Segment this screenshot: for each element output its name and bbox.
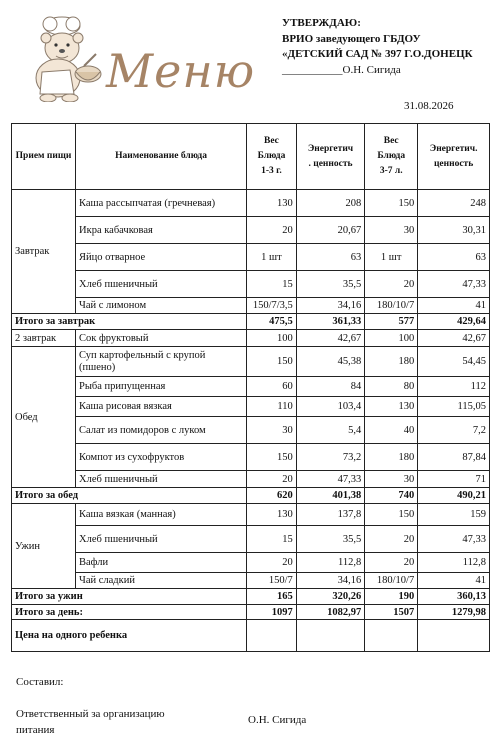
weight-3-7: 180 [365,444,418,471]
table-row [12,298,490,314]
total-weight-1-3: 1097 [247,605,297,620]
col-energy-1-3: Энергетич . ценность [296,124,364,190]
compiled-label: Составил: [16,676,64,688]
dish-name: Суп картофельный с крупой (пшено) [76,347,247,377]
meal-name: Обед [12,347,76,488]
col-weight-3-7: Вес Блюда 3-7 л. [365,124,418,190]
price-cell [365,620,418,652]
weight-1-3: 1 шт [247,244,297,271]
weight-1-3: 130 [247,504,297,526]
energy-1-3: 35,5 [296,526,364,553]
weight-1-3: 150 [247,347,297,377]
energy-1-3: 84 [296,377,364,397]
weight-1-3: 130 [247,190,297,217]
weight-3-7: 20 [365,526,418,553]
total-weight-3-7: 577 [365,314,418,330]
menu-date: 31.08.2026 [404,100,454,112]
dish-name: Сок фруктовый [76,330,247,347]
energy-1-3: 103,4 [296,397,364,417]
approval-line: ВРИО заведующего ГБДОУ [282,32,421,45]
energy-3-7: 71 [418,471,490,488]
weight-1-3: 150/7 [247,573,297,589]
approval-block [282,16,473,78]
dish-name: Хлеб пшеничный [76,471,247,488]
dish-name: Каша рисовая вязкая [76,397,247,417]
meal-name: Завтрак [12,190,76,314]
total-energy-1-3: 361,33 [296,314,364,330]
weight-1-3: 20 [247,217,297,244]
table-row [12,244,490,271]
price-cell [247,620,297,652]
weight-1-3: 30 [247,417,297,444]
weight-1-3: 150 [247,444,297,471]
weight-1-3: 20 [247,471,297,488]
price-label: Цена на одного ребенка [12,620,247,652]
total-weight-1-3: 165 [247,589,297,605]
table-row [12,271,490,298]
total-weight-3-7: 1507 [365,605,418,620]
energy-3-7: 87,84 [418,444,490,471]
total-row-lunch [12,488,490,504]
energy-3-7: 112 [418,377,490,397]
energy-1-3: 47,33 [296,471,364,488]
total-energy-3-7: 490,21 [418,488,490,504]
dish-name: Чай с лимоном [76,298,247,314]
dish-name: Яйцо отварное [76,244,247,271]
energy-1-3: 5,4 [296,417,364,444]
total-weight-1-3: 620 [247,488,297,504]
responsible-label: Ответственный за организацию [16,708,165,720]
weight-3-7: 20 [365,553,418,573]
table-row [12,377,490,397]
dish-name: Икра кабачковая [76,217,247,244]
table-row [12,397,490,417]
menu-logo [18,14,268,102]
total-row-dinner [12,589,490,605]
weight-3-7: 150 [365,190,418,217]
dish-name: Каша вязкая (манная) [76,504,247,526]
dish-name: Хлеб пшеничный [76,271,247,298]
meal-name: Ужин [12,504,76,589]
energy-1-3: 35,5 [296,271,364,298]
price-row [12,620,490,652]
weight-1-3: 60 [247,377,297,397]
total-label: Итого за завтрак [12,314,247,330]
energy-3-7: 41 [418,298,490,314]
energy-3-7: 63 [418,244,490,271]
table-row [12,471,490,488]
total-energy-1-3: 320,26 [296,589,364,605]
weight-1-3: 100 [247,330,297,347]
weight-1-3: 15 [247,271,297,298]
weight-3-7: 150 [365,504,418,526]
header-row [12,124,490,190]
table-row [12,504,490,526]
total-label: Итого за обед [12,488,247,504]
col-meal: Прием пищи [12,124,76,190]
energy-3-7: 54,45 [418,347,490,377]
energy-1-3: 20,67 [296,217,364,244]
total-weight-1-3: 475,5 [247,314,297,330]
energy-1-3: 63 [296,244,364,271]
menu-table [11,123,490,652]
energy-3-7: 47,33 [418,271,490,298]
energy-1-3: 34,16 [296,573,364,589]
total-energy-1-3: 401,38 [296,488,364,504]
menu-title: Меню [106,44,256,98]
total-row-breakfast [12,314,490,330]
energy-3-7: 41 [418,573,490,589]
energy-1-3: 34,16 [296,298,364,314]
energy-3-7: 42,67 [418,330,490,347]
total-label: Итого за ужин [12,589,247,605]
energy-1-3: 208 [296,190,364,217]
weight-1-3: 110 [247,397,297,417]
weight-3-7: 180/10/7 [365,573,418,589]
dish-name: Каша рассыпчатая (гречневая) [76,190,247,217]
weight-3-7: 80 [365,377,418,397]
price-cell [418,620,490,652]
table-row [12,417,490,444]
col-energy-3-7: Энергетич. ценность [418,124,490,190]
weight-1-3: 150/7/3,5 [247,298,297,314]
energy-1-3: 42,67 [296,330,364,347]
col-dish: Наименование блюда [76,124,247,190]
weight-3-7: 1 шт [365,244,418,271]
dish-name: Компот из сухофруктов [76,444,247,471]
weight-3-7: 20 [365,271,418,298]
dish-name: Вафли [76,553,247,573]
dish-name: Салат из помидоров с луком [76,417,247,444]
table-row [12,526,490,553]
energy-1-3: 73,2 [296,444,364,471]
weight-3-7: 30 [365,217,418,244]
price-cell [296,620,364,652]
approval-line: «ДЕТСКИЙ САД № 397 Г.О.ДОНЕЦК [282,48,473,60]
approval-line: УТВЕРЖДАЮ: [282,17,361,29]
responsible-label-2: питания [16,724,55,736]
weight-3-7: 130 [365,397,418,417]
table-row [12,553,490,573]
total-weight-3-7: 740 [365,488,418,504]
total-energy-3-7: 1279,98 [418,605,490,620]
responsible-signature: О.Н. Сигида [248,714,307,726]
energy-3-7: 112,8 [418,553,490,573]
total-weight-3-7: 190 [365,589,418,605]
dish-name: Чай сладкий [76,573,247,589]
total-row-day [12,605,490,620]
dish-name: Хлеб пшеничный [76,526,247,553]
table-row [12,217,490,244]
energy-1-3: 45,38 [296,347,364,377]
total-energy-3-7: 429,64 [418,314,490,330]
table-row [12,190,490,217]
table-row [12,444,490,471]
col-weight-1-3: Вес Блюда 1-3 г. [247,124,297,190]
total-label: Итого за день: [12,605,247,620]
energy-3-7: 7,2 [418,417,490,444]
weight-3-7: 40 [365,417,418,444]
meal-name: 2 завтрак [12,330,76,347]
energy-1-3: 112,8 [296,553,364,573]
energy-1-3: 137,8 [296,504,364,526]
dish-name: Рыба припущенная [76,377,247,397]
energy-3-7: 30,31 [418,217,490,244]
energy-3-7: 115,05 [418,397,490,417]
table-row [12,330,490,347]
table-row [12,347,490,377]
weight-3-7: 100 [365,330,418,347]
table-row [12,573,490,589]
weight-3-7: 180/10/7 [365,298,418,314]
energy-3-7: 47,33 [418,526,490,553]
total-energy-3-7: 360,13 [418,589,490,605]
weight-3-7: 180 [365,347,418,377]
weight-3-7: 30 [365,471,418,488]
energy-3-7: 159 [418,504,490,526]
weight-1-3: 15 [247,526,297,553]
energy-3-7: 248 [418,190,490,217]
approval-signature-line: ___________О.Н. Сигида [282,63,401,76]
weight-1-3: 20 [247,553,297,573]
total-energy-1-3: 1082,97 [296,605,364,620]
